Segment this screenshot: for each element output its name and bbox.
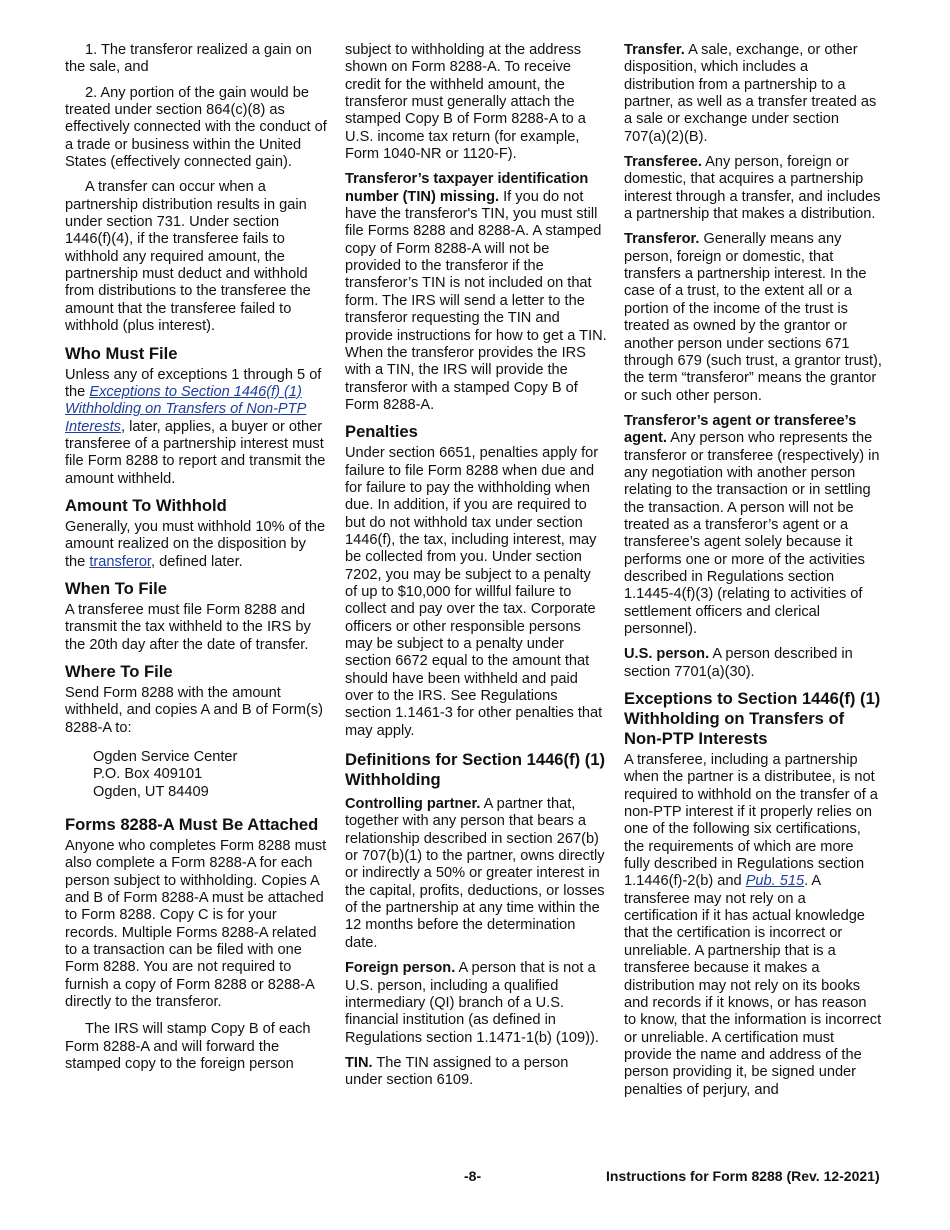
- paragraph-forms-attached: Anyone who completes Form 8288 must also complete a Form 8288-A for each person subject to withholding. Copies A and B of Form 8288-A must be attached to Form 8288. Copy C is for your records. Multiple Forms 8288-A related to a transaction can be filed with one Form 8288. You are not required to furnish a copy of Form 8288 or 8288-A directly to the transferor.: [65, 838, 327, 1011]
- paragraph-irs-stamp: The IRS will stamp Copy B of each Form 8288-A and will forward the stamped copy to the foreign person: [65, 1021, 311, 1073]
- heading-definitions: Definitions for Section 1446(f) (1) Withholding: [345, 750, 605, 790]
- column-2: [345, 42, 607, 1098]
- page-number: -8-: [464, 1168, 482, 1184]
- term-transfer: Transfer.: [624, 42, 685, 58]
- paragraph-transferor: Transferor. Generally means any person, foreign or domestic, that transfers a partnership interest. In the case of a trust, to the extent all or a portion of the income of the trust is treated as owned by the grantor or another person under sections 671 through 679 (such trust, a grantor trust), the term “transferor” means the grantor or such other person.: [624, 231, 882, 404]
- heading-who-must-file: Who Must File: [65, 343, 178, 363]
- footer-form-title: Instructions for Form 8288 (Rev. 12-2021): [606, 1168, 880, 1184]
- heading-exceptions: Exceptions to Section 1446(f) (1) Withholding on Transfers of Non-PTP Interests: [624, 689, 881, 749]
- column-1: [65, 42, 327, 1082]
- paragraph-amount-to-withhold: Generally, you must withhold 10% of the amount realized on the disposition by the transferor, defined later.: [65, 518, 326, 570]
- paragraph-condition-1: 1. The transferor realized a gain on the sale, and: [65, 42, 312, 76]
- paragraph-controlling-partner: Controlling partner. A partner that, together with any person that bears a relationship described in section 267(b) or 707(b)(1) to the partner, owns directly or indirectly a 50% or greater interest in the capital, profits, deductions, or losses of the partnership at any time within the 12 months before the determination date.: [345, 796, 605, 951]
- paragraph-exceptions: A transferee, including a partnership when the partner is a distributee, is not required to withhold on the transfer of a non-PTP interest if it properly relies on one of the following six certifications, the requirements of which are more fully described in Regulations section 1.1446(f)-2(b) and Pub. 515. A transferee may not rely on a certification if it has actual knowledge that the certification is incorrect or unreliable. A partnership that is a transferee because it makes a distribution may not rely on its books and records if it knows, or has reason to know, that the information is incorrect or unreliable. A certification must provide the name and address of the person providing it, be signed under penalties of perjury, and: [624, 752, 882, 1098]
- heading-when-to-file: When To File: [65, 578, 168, 598]
- transferor-link[interactable]: transferor: [89, 553, 151, 570]
- paragraph-penalties: Under section 6651, penalties apply for failure to file Form 8288 when due and for failure to pay the withholding when due. In addition, if you are required to but do not withhold tax under section 1446(f), the tax, including interest, may be collected from you. Under section 7202, you may be subject to a penalty of up to $10,000 for willful failure to collect and pay over the tax. Corporate officers or other responsible persons may be subject to a penalty under section 6672 equal to the amount that should have been withheld and paid over to the IRS. See Regulations section 1.1461-3 for other penalties that may apply.: [345, 445, 603, 739]
- pub-515-link[interactable]: Pub. 515: [745, 873, 805, 890]
- column-3: [624, 42, 882, 1107]
- address-line-3: Ogden, UT 84409: [93, 783, 209, 800]
- address-line-2: P.O. Box 409101: [93, 766, 203, 783]
- address-line-1: Ogden Service Center: [93, 749, 238, 765]
- paragraph-partnership-distribution: A transfer can occur when a partnership distribution results in gain under section 731. Under section 1446(f)(4), if the transferee fails to withhold any required amount, the partnership must deduct and withhold from distributions to the transferee the amount that the transferee failed to withhold (plus interest).: [65, 179, 311, 335]
- term-tin-missing: Transferor’s taxpayer identification number (TIN) missing.: [345, 171, 589, 205]
- paragraph-us-person: U.S. person. A person described in section 7701(a)(30).: [624, 646, 853, 680]
- paragraph-condition-2: 2. Any portion of the gain would be treated under section 864(c)(8) as effectively connected with the conduct of a trade or business within the United States (effectively connected gain).: [65, 84, 327, 171]
- paragraph-agent: Transferor’s agent or transferee’s agent. Any person who represents the transferor or transferee (respectively) in any negotiation with another person relating to the transaction or in settling the transaction. A person will not be treated as a transferor’s agent or a transferee’s agent solely because it performs one or more of the activities described in Regulations section 1.1445-4(f)(3) (relating to activities of settlement officers and clerical personnel).: [624, 412, 880, 637]
- paragraph-withholding-address: subject to withholding at the address shown on Form 8288-A. To receive credit for the withheld amount, the transferor must generally attach the stamped Copy B of Form 8288-A to a U.S. income tax return (for example, Form 1040-NR or 1120-F).: [345, 42, 586, 163]
- term-us-person: U.S. person.: [624, 646, 710, 663]
- mailing-address: [93, 749, 327, 801]
- term-transferee: Transferee.: [624, 154, 702, 171]
- heading-amount-to-withhold: Amount To Withhold: [65, 495, 227, 515]
- term-transferor: Transferor.: [624, 231, 700, 248]
- term-controlling-partner: Controlling partner.: [345, 796, 481, 813]
- paragraph-transferee: Transferee. Any person, foreign or domestic, that acquires a partnership interest through a transfer, and includes a partnership that makes a distribution.: [624, 154, 881, 223]
- paragraph-when-to-file: A transferee must file Form 8288 and transmit the tax withheld to the IRS by the 20th day after the date of transfer.: [65, 601, 311, 653]
- term-tin: TIN.: [345, 1054, 373, 1071]
- paragraph-who-must-file: Unless any of exceptions 1 through 5 of the Exceptions to Section 1446(f) (1) Withholding on Transfers of Non-PTP Interests, later, applies, a buyer or other transferee of a partnership interest must file Form 8288 to report and transmit the amount withheld.: [65, 366, 326, 487]
- heading-forms-attached: Forms 8288-A Must Be Attached: [65, 815, 319, 835]
- exceptions-link[interactable]: Exceptions to Section 1446(f) (1) Withholding on Transfers of Non-PTP Interests: [65, 383, 307, 435]
- term-foreign-person: Foreign person.: [345, 960, 456, 977]
- heading-where-to-file: Where To File: [65, 661, 173, 681]
- paragraph-tin: TIN. The TIN assigned to a person under section 6109.: [345, 1054, 569, 1089]
- heading-penalties: Penalties: [345, 422, 418, 442]
- term-agent: Transferor’s agent or transferee’s agent.: [624, 412, 857, 447]
- paragraph-tin-missing: Transferor’s taxpayer identification number (TIN) missing. If you do not have the transferor's TIN, you must still file Forms 8288 and 8288-A. A stamped copy of Form 8288-A will not be provided to the transferor if the transferor’s TIN is not included on that form. The IRS will send a letter to the transferor requesting the TIN and provide instructions for how to get a TIN. When the transferor provides the IRS with a TIN, the IRS will provide the transferor with a stamped Copy B of Form 8288-A.: [345, 171, 607, 413]
- paragraph-transfer: Transfer. A sale, exchange, or other disposition, which includes a distribution from a partnership to a partner, as well as a transfer treated as a sale or exchange under section 707(a)(2)(B).: [624, 42, 877, 145]
- paragraph-where-to-file: Send Form 8288 with the amount withheld, and copies A and B of Form(s) 8288-A to:: [65, 684, 323, 736]
- paragraph-foreign-person: Foreign person. A person that is not a U.S. person, including a qualified intermediary (QI) branch of a U.S. financial institution (as defined in Regulations section 1.1471-1(b) (109)).: [345, 960, 599, 1046]
